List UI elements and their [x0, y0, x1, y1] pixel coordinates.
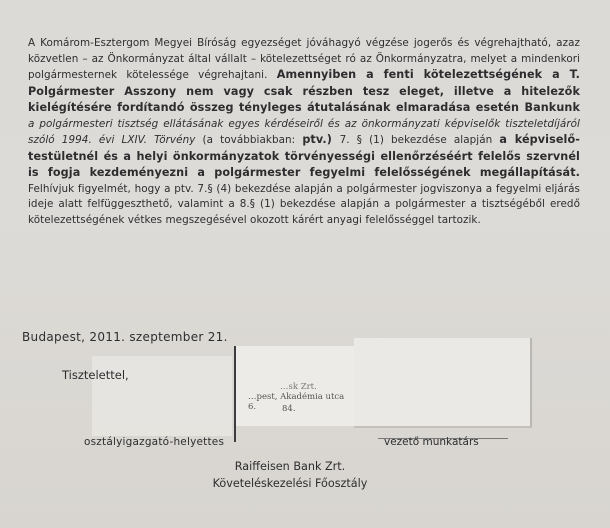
paragraph-tail: Felhívjuk figyelmét, hogy a ptv. 7.§ (4) bekezdése alapján a polgármester jogviszonya a fegyelmi eljárás ideje alatt felfüggeszthető, valamint a 8.§ (1) bekezdése alapján a polgármester a tisztségéből eredő kötelezettségének vétkes megszegésével okozott kárért anyagi felelősséggel tartozik.: [28, 182, 580, 226]
stamp-line-3: 84.: [282, 404, 296, 414]
letter-body: [28, 36, 580, 228]
letter-date: Budapest, 2011. szeptember 21.: [22, 330, 228, 344]
stamp-line-1: …sk Zrt.: [280, 382, 317, 392]
redacted-signature-right: [354, 338, 532, 428]
bold-disciplinary: a képviselő-testületnél és a helyi önkormányzatok törvényességi ellenőrzéséért felelős szervnél is fogja kezdeményezni a polgármester fegyelmi felelősségének megállapítását.: [28, 133, 580, 179]
paragraph-intro: A Komárom-Esztergom Megyei Bíróság egyezséget jóváhagyó végzése jogerős és végrehajtható, azaz közvetlen – az Önkormányzat által vállalt – kötelezettséget ró az Önkormányzatra, melyet a mindenkori polgármesternek kötelessége végrehajtani.: [28, 37, 580, 81]
ptv-abbrev: ptv.): [302, 133, 340, 146]
stamp-line-2: …pest, Akadémia utca 6.: [248, 392, 345, 412]
bold-warning: Amennyiben a fenti kötelezettségének a T. Polgármester Asszony nem vagy csak részben tesz eleget, illetve a hitelezők kielégítésére fordítandó összeg tényleges átutalásának elmaradása esetén Bankunk: [28, 68, 580, 114]
department-name: Követeléskezelési Főosztály: [212, 477, 368, 490]
section-ref: 7. § (1) bekezdése alapján: [339, 134, 500, 146]
signatory-title-right: vezető munkatárs: [384, 436, 479, 448]
law-title: a polgármesteri tisztség ellátásának egyes kérdéseiről és az önkormányzati képviselők tiszteletdíjáról szóló 1994. évi LXIV. Törvény: [28, 117, 580, 146]
greeting: Tisztelettel,: [62, 368, 129, 382]
bank-stamp: [234, 346, 354, 426]
signature-stroke: [234, 346, 236, 442]
company-name: Raiffeisen Bank Zrt.: [234, 460, 346, 473]
abbrev-intro: (a továbbiakban:: [202, 134, 303, 146]
sender-block: [160, 458, 420, 492]
signatory-title-left: osztályigazgató-helyettes: [84, 436, 225, 448]
